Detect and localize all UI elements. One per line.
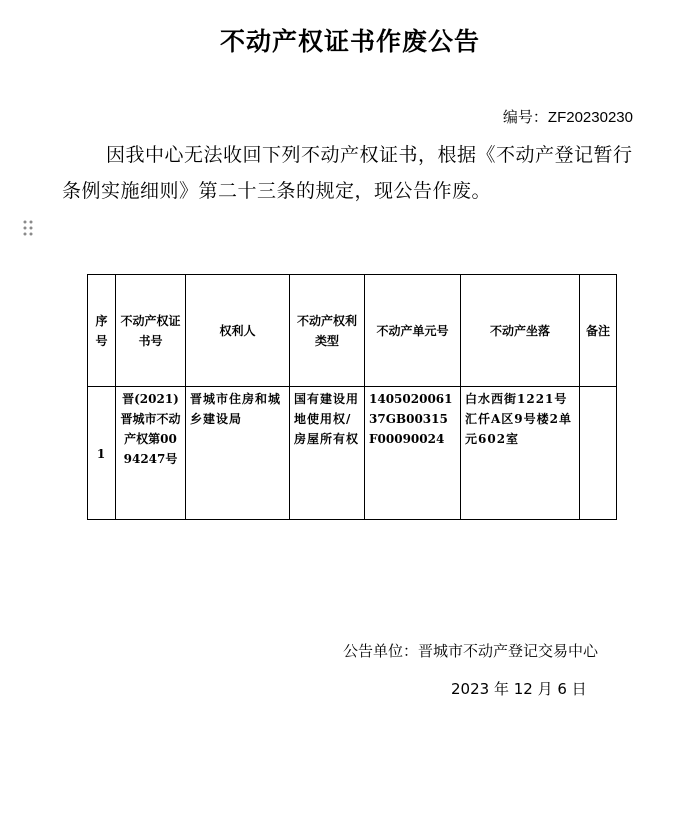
header-location: 不动产坐落 — [461, 275, 580, 387]
document-number-value: ZF20230230 — [547, 109, 633, 126]
issuer-line: 公告单位：晋城市不动产登记交易中心 — [343, 642, 599, 660]
void-certificate-table — [87, 274, 617, 520]
cell-location: 白水西街1221号汇仟A区9号楼2单元602室 — [461, 387, 580, 520]
cell-owner: 晋城市住房和城乡建设局 — [186, 387, 290, 520]
header-right-type: 不动产权利类型 — [290, 275, 365, 387]
notice-body: 因我中心无法收回下列不动产权证书，根据《不动产登记暂行条例实施细则》第二十三条的规定，现公告作废。 — [62, 144, 633, 202]
cell-unit-no: 140502006137GB00315F00090024 — [365, 387, 461, 520]
document-number — [503, 106, 633, 127]
document-number-label: 编号： — [502, 108, 548, 126]
table-row — [88, 387, 617, 520]
drag-handle-icon[interactable] — [22, 219, 34, 237]
cell-remark — [580, 387, 617, 520]
cell-cert: 晋(2021)晋城市不动产权第0094247号 — [116, 387, 186, 520]
header-cert: 不动产权证书号 — [116, 275, 186, 387]
cell-right-type: 国有建设用地使用权/房屋所有权 — [290, 387, 365, 520]
header-unit-no: 不动产单元号 — [365, 275, 461, 387]
header-seq: 序号 — [88, 275, 116, 387]
issue-date: 2023 年 12 月 6 日 — [451, 680, 587, 698]
header-owner: 权利人 — [186, 275, 290, 387]
document-title: 不动产权证书作废公告 — [219, 27, 480, 56]
table-header-row — [88, 275, 617, 387]
header-remark: 备注 — [580, 275, 617, 387]
cell-seq: 1 — [88, 387, 116, 520]
